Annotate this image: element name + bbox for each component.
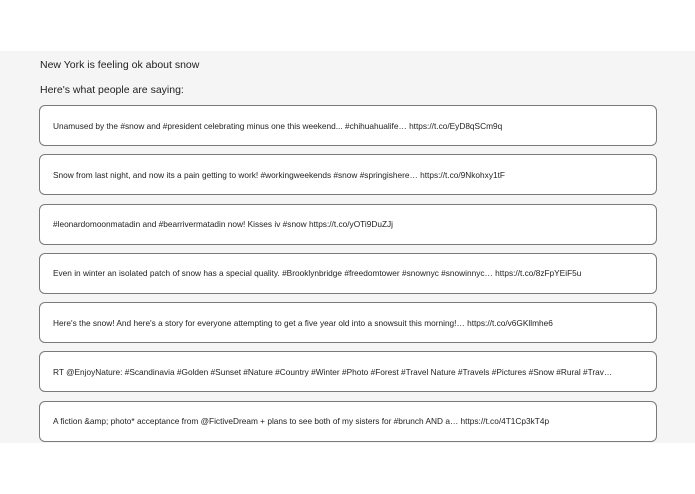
tweet-card[interactable] — [39, 154, 657, 195]
tweet-card[interactable] — [39, 401, 657, 442]
tweet-text: Unamused by the #snow and #president celebrating minus one this weekend... #chihuahualife… https://t.co/EyD8qSCm9q — [53, 120, 503, 131]
tweet-text: #leonardomoonmatadin and #bearrivermatadin now! Kisses iv #snow https://t.co/yOTi9DuZJj — [53, 219, 394, 230]
tweet-card[interactable] — [39, 105, 657, 146]
tweet-list — [39, 105, 657, 450]
tweet-card[interactable] — [39, 204, 657, 245]
page-subtitle: Here's what people are saying: — [40, 84, 184, 96]
tweet-text: Snow from last night, and now its a pain getting to work! #workingweekends #snow #springishere… https://t.co/9Nkohxy1tF — [53, 169, 505, 180]
tweet-card[interactable] — [39, 253, 657, 294]
tweet-text: Even in winter an isolated patch of snow has a special quality. #Brooklynbridge #freedomtower #snownyc #snowinnyc… https://t.co/8zFpYEiF5u — [53, 268, 582, 279]
tweet-text: RT @EnjoyNature: #Scandinavia #Golden #Sunset #Nature #Country #Winter #Photo #Forest #Travel Nature #Travels #Pictures #Snow #Rural #Trav… — [53, 366, 613, 377]
tweet-text: A fiction &amp; photo* acceptance from @FictiveDream + plans to see both of my sisters for #brunch AND a… https://t.co/4T1Cp3kT4p — [53, 416, 550, 427]
tweet-text: Here's the snow! And here's a story for everyone attempting to get a five year old into a snowsuit this morning!… https://t.co/v6GKllmhe6 — [53, 317, 553, 328]
tweet-card[interactable] — [39, 302, 657, 343]
main-content — [0, 51, 695, 443]
page-title: New York is feeling ok about snow — [40, 59, 200, 71]
tweet-card[interactable] — [39, 351, 657, 392]
